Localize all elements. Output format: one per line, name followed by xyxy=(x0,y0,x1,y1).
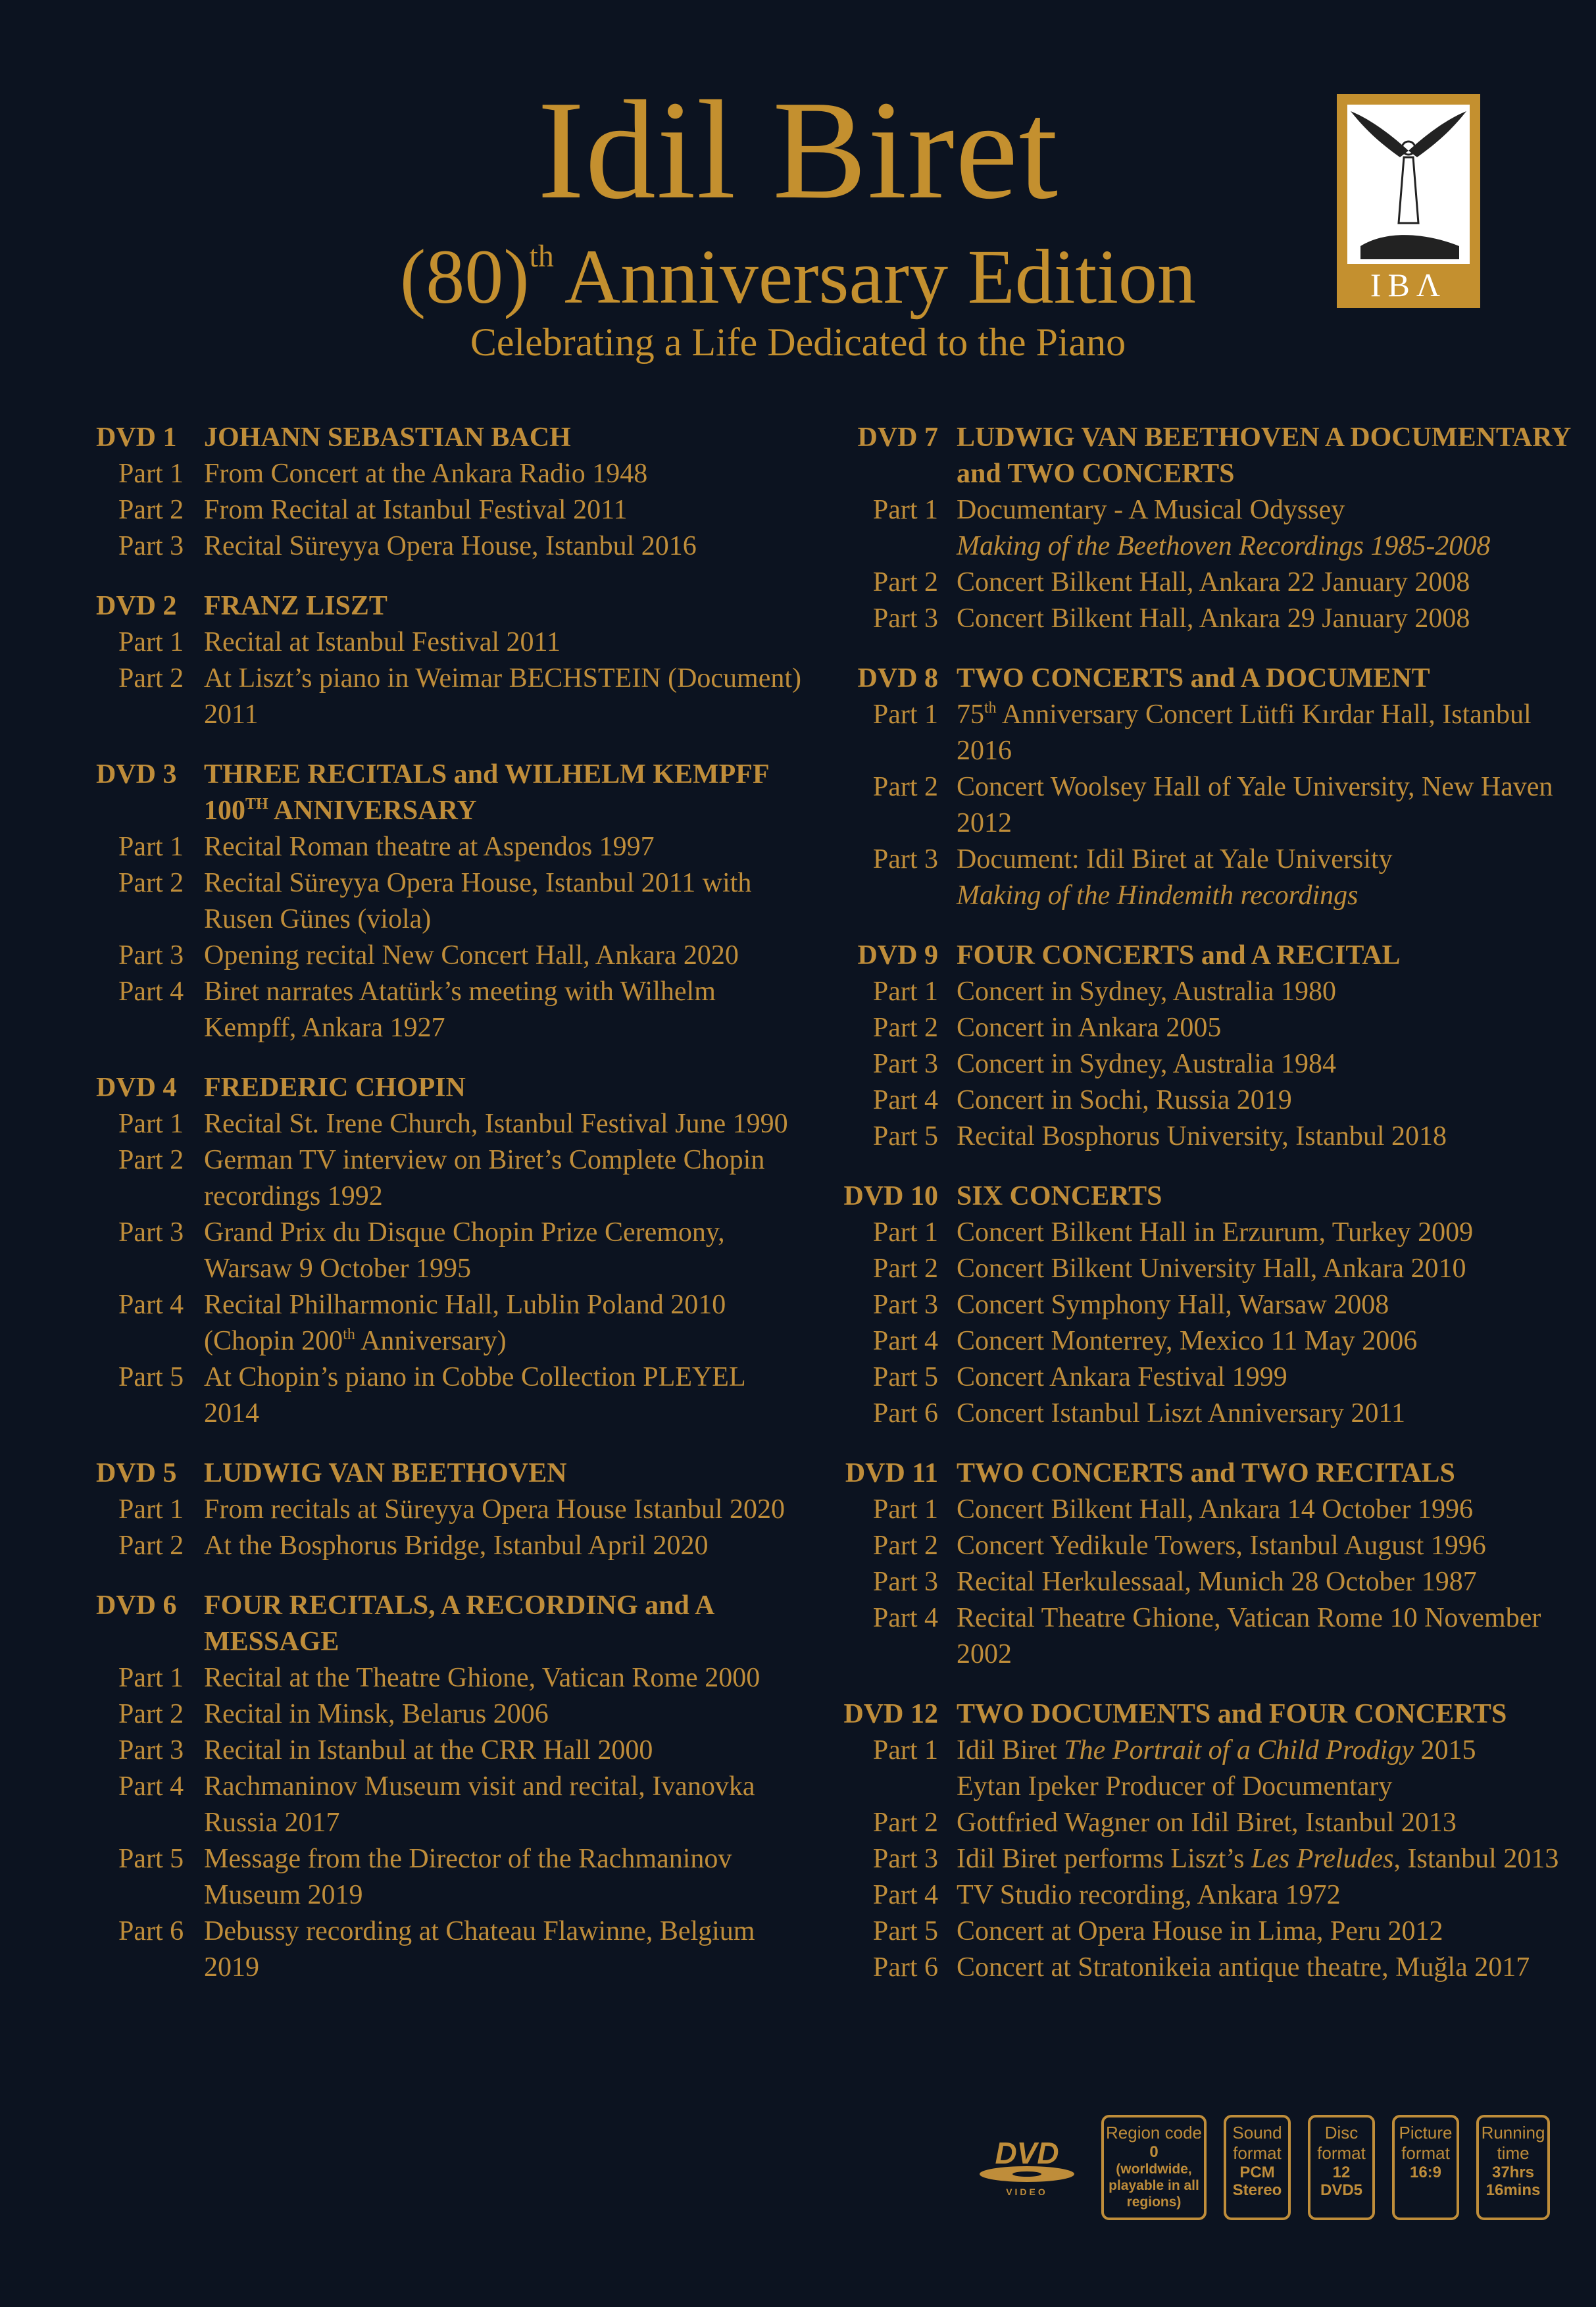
part-row xyxy=(96,1696,807,1733)
part-label: Part 1 xyxy=(118,1494,184,1525)
part-label: Part 6 xyxy=(872,1398,938,1429)
part-label: Part 1 xyxy=(872,1735,938,1765)
part-label: Part 2 xyxy=(118,1145,184,1175)
part-label: Part 4 xyxy=(118,976,184,1007)
part-text: Message from the Director of the Rachmaninov Museum 2019 xyxy=(204,1844,732,1910)
part-text: Recital at Istanbul Festival 2011 xyxy=(204,627,561,657)
part-row xyxy=(833,1600,1576,1673)
part-text: Concert Bilkent Hall, Ankara 29 January 2008 xyxy=(957,603,1470,634)
part-text: Recital Roman theatre at Aspendos 1997 xyxy=(204,832,655,862)
part-row xyxy=(833,565,1576,601)
part-label: Part 2 xyxy=(118,495,184,525)
part-text: Concert Woolsey Hall of Yale University, New Haven 2012 xyxy=(957,772,1553,838)
dvd-entry xyxy=(96,588,807,733)
part-row xyxy=(833,1119,1576,1155)
part-text: Concert Yedikule Towers, Istanbul August 1996 xyxy=(957,1531,1486,1561)
part-label: Part 4 xyxy=(872,1603,938,1633)
part-text: Recital Herkulessaal, Munich 28 October 1987 xyxy=(957,1567,1477,1597)
part-label: Part 3 xyxy=(872,1844,938,1874)
part-text: Recital Süreyya Opera House, Istanbul 2016 xyxy=(204,531,697,561)
part-row xyxy=(96,1914,807,1986)
part-row xyxy=(96,1142,807,1215)
part-text: Debussy recording at Chateau Flawinne, Belgium 2019 xyxy=(204,1916,755,1983)
svg-text:DVD: DVD xyxy=(995,2136,1059,2170)
part-label: Part 1 xyxy=(872,699,938,730)
part-text: Concert Symphony Hall, Warsaw 2008 xyxy=(957,1290,1389,1320)
dvd-number: DVD 4 xyxy=(96,1073,177,1103)
part-label: Part 3 xyxy=(118,531,184,561)
part-label: Part 2 xyxy=(872,1254,938,1284)
dvd-entry xyxy=(833,1179,1576,1432)
part-text: Recital in Minsk, Belarus 2006 xyxy=(204,1699,549,1729)
dvd-title: TWO DOCUMENTS and FOUR CONCERTS xyxy=(957,1699,1507,1729)
part-label: Part 2 xyxy=(872,1808,938,1838)
part-text: Grand Prix du Disque Chopin Prize Ceremony, Warsaw 9 October 1995 xyxy=(204,1217,725,1284)
part-text: Recital Bosphorus University, Istanbul 2018 xyxy=(957,1121,1447,1152)
part-label: Part 6 xyxy=(118,1916,184,1946)
part-label: Part 2 xyxy=(872,772,938,802)
dvd-title: TWO CONCERTS and TWO RECITALS xyxy=(957,1458,1455,1488)
part-row xyxy=(833,1010,1576,1046)
part-row xyxy=(833,1528,1576,1564)
part-text: Concert Bilkent Hall in Erzurum, Turkey 2009 xyxy=(957,1217,1474,1248)
part-label: Part 4 xyxy=(118,1290,184,1320)
region-code-badge: Region code 0 (worldwide, playable in all regions) xyxy=(1101,2115,1207,2220)
part-row xyxy=(96,1528,807,1564)
part-row xyxy=(833,1950,1576,1986)
part-row xyxy=(833,697,1576,769)
part-row xyxy=(96,829,807,865)
dvd-entry xyxy=(833,661,1576,914)
part-text: Documentary - A Musical Odyssey Making of the Beethoven Recordings 1985-2008 xyxy=(957,492,1576,565)
part-text: Rachmaninov Museum visit and recital, Ivanovka Russia 2017 xyxy=(204,1771,755,1838)
part-label: Part 5 xyxy=(872,1916,938,1946)
part-label: Part 1 xyxy=(118,1663,184,1693)
part-row xyxy=(96,492,807,528)
part-row xyxy=(96,1106,807,1142)
part-text: Recital in Istanbul at the CRR Hall 2000 xyxy=(204,1735,653,1765)
part-label: Part 5 xyxy=(872,1362,938,1392)
logo-text: IBΛ xyxy=(1370,266,1447,303)
part-label: Part 5 xyxy=(118,1362,184,1392)
part-label: Part 4 xyxy=(872,1880,938,1910)
iba-logo xyxy=(1337,94,1480,308)
part-text: Idil Biret The Portrait of a Child Prodigy 2015 Eytan Ipeker Producer of Documentary xyxy=(957,1735,1476,1802)
sound-format-badge: Sound format PCM Stereo xyxy=(1224,2115,1291,2220)
part-row xyxy=(96,1492,807,1528)
part-row xyxy=(96,528,807,565)
dvd-entry xyxy=(96,1588,807,1986)
dvd-number: DVD 7 xyxy=(857,422,938,453)
dvd-title: FRANZ LISZT xyxy=(204,591,387,621)
part-text: 75th Anniversary Concert Lütfi Kırdar Hall, Istanbul 2016 xyxy=(957,699,1532,766)
part-label: Part 2 xyxy=(872,567,938,597)
part-text: Concert in Ankara 2005 xyxy=(957,1013,1222,1043)
edition-number: (80) xyxy=(399,234,530,320)
part-row xyxy=(96,1841,807,1914)
part-label: Part 4 xyxy=(872,1085,938,1115)
part-text: At Chopin’s piano in Cobbe Collection PLEYEL 2014 xyxy=(204,1362,745,1429)
part-row xyxy=(833,1733,1576,1805)
picture-format-badge: Picture format 16:9 xyxy=(1392,2115,1459,2220)
part-text: Recital at the Theatre Ghione, Vatican Rome 2000 xyxy=(204,1663,761,1693)
dvd-title: SIX CONCERTS xyxy=(957,1181,1162,1211)
part-label: Part 1 xyxy=(118,459,184,489)
part-text: Concert Ankara Festival 1999 xyxy=(957,1362,1287,1392)
part-label: Part 4 xyxy=(872,1326,938,1356)
part-label: Part 2 xyxy=(118,1531,184,1561)
part-row xyxy=(833,1564,1576,1600)
dvd-title: FREDERIC CHOPIN xyxy=(204,1073,466,1103)
part-label: Part 4 xyxy=(118,1771,184,1802)
part-row xyxy=(96,1660,807,1696)
part-row xyxy=(96,1733,807,1769)
part-row xyxy=(96,1769,807,1841)
part-row xyxy=(833,1287,1576,1323)
part-text: Opening recital New Concert Hall, Ankara 2020 xyxy=(204,940,739,971)
part-text: Concert Monterrey, Mexico 11 May 2006 xyxy=(957,1326,1418,1356)
part-subtitle: Making of the Beethoven Recordings 1985-2008 xyxy=(957,531,1491,561)
part-row xyxy=(96,624,807,661)
part-label: Part 6 xyxy=(872,1952,938,1983)
part-text: From Concert at the Ankara Radio 1948 xyxy=(204,459,648,489)
part-text: Concert in Sydney, Australia 1980 xyxy=(957,976,1337,1007)
part-row xyxy=(833,1215,1576,1251)
dvd-number: DVD 3 xyxy=(96,759,177,790)
part-row xyxy=(96,1215,807,1287)
part-label: Part 3 xyxy=(872,844,938,875)
part-row xyxy=(833,974,1576,1010)
page-title: Idil Biret xyxy=(537,71,1059,228)
part-row xyxy=(833,1492,1576,1528)
part-text: Concert Bilkent University Hall, Ankara 2010 xyxy=(957,1254,1466,1284)
part-label: Part 1 xyxy=(118,1109,184,1139)
part-label: Part 3 xyxy=(872,1290,938,1320)
part-text: Concert in Sydney, Australia 1984 xyxy=(957,1049,1337,1079)
part-text: Concert at Stratonikeia antique theatre, Muğla 2017 xyxy=(957,1952,1530,1983)
part-row xyxy=(96,974,807,1046)
part-row xyxy=(833,1396,1576,1432)
part-label: Part 3 xyxy=(872,603,938,634)
edition-suffix: th xyxy=(529,239,554,274)
part-label: Part 3 xyxy=(872,1567,938,1597)
dvd-entry xyxy=(96,1070,807,1432)
part-label: Part 1 xyxy=(872,495,938,525)
part-text: Recital Süreyya Opera House, Istanbul 2011 with Rusen Günes (viola) xyxy=(204,868,752,934)
part-label: Part 2 xyxy=(872,1531,938,1561)
dvd-number: DVD 2 xyxy=(96,591,177,621)
dvd-number: DVD 9 xyxy=(857,940,938,971)
dvd-title: TWO CONCERTS and A DOCUMENT xyxy=(957,663,1430,694)
dvd-title: JOHANN SEBASTIAN BACH xyxy=(204,422,571,453)
part-label: Part 2 xyxy=(118,663,184,694)
part-label: Part 1 xyxy=(872,1217,938,1248)
right-column xyxy=(833,420,1576,2010)
part-label: Part 3 xyxy=(872,1049,938,1079)
dvd-number: DVD 6 xyxy=(96,1590,177,1621)
running-time-badge: Running time 37hrs 16mins xyxy=(1476,2115,1550,2220)
dvd-entry xyxy=(833,420,1576,637)
part-text: TV Studio recording, Ankara 1972 xyxy=(957,1880,1341,1910)
part-label: Part 1 xyxy=(118,832,184,862)
part-text: Recital Philharmonic Hall, Lublin Poland 2010 (Chopin 200th Anniversary) xyxy=(204,1290,726,1356)
format-badges xyxy=(978,2115,1550,2220)
part-label: Part 2 xyxy=(872,1013,938,1043)
part-row xyxy=(96,938,807,974)
part-text: Gottfried Wagner on Idil Biret, Istanbul 2013 xyxy=(957,1808,1457,1838)
svg-text:VIDEO: VIDEO xyxy=(1006,2187,1048,2197)
part-subtitle: Making of the Hindemith recordings xyxy=(957,880,1359,911)
part-label: Part 2 xyxy=(118,868,184,898)
header xyxy=(0,0,1596,382)
part-text: Concert at Opera House in Lima, Peru 2012 xyxy=(957,1916,1443,1946)
part-text: German TV interview on Biret’s Complete Chopin recordings 1992 xyxy=(204,1145,765,1211)
dvd-entry xyxy=(96,757,807,1046)
dvd-number: DVD 8 xyxy=(857,663,938,694)
left-column xyxy=(96,420,807,2010)
part-label: Part 3 xyxy=(118,940,184,971)
dvd-number: DVD 12 xyxy=(843,1699,938,1729)
part-text: Recital St. Irene Church, Istanbul Festival June 1990 xyxy=(204,1109,788,1139)
part-row xyxy=(833,1877,1576,1914)
disc-format-badge: Disc format 12 DVD5 xyxy=(1308,2115,1375,2220)
part-text: At the Bosphorus Bridge, Istanbul April 2020 xyxy=(204,1531,709,1561)
part-text: Concert Bilkent Hall, Ankara 22 January 2008 xyxy=(957,567,1470,597)
part-label: Part 3 xyxy=(118,1735,184,1765)
part-label: Part 2 xyxy=(118,1699,184,1729)
part-label: Part 5 xyxy=(872,1121,938,1152)
part-row xyxy=(833,1046,1576,1082)
part-text: Idil Biret performs Liszt’s Les Preludes, Istanbul 2013 xyxy=(957,1844,1559,1874)
part-text: At Liszt’s piano in Weimar BECHSTEIN (Document) 2011 xyxy=(204,663,802,730)
part-label: Part 1 xyxy=(872,976,938,1007)
part-label: Part 1 xyxy=(118,627,184,657)
dvd-entry xyxy=(833,1456,1576,1673)
part-row xyxy=(833,842,1576,914)
part-row xyxy=(833,1841,1576,1877)
part-label: Part 5 xyxy=(118,1844,184,1874)
part-text: Concert Istanbul Liszt Anniversary 2011 xyxy=(957,1398,1405,1429)
part-row xyxy=(833,1359,1576,1396)
dvd-entry xyxy=(96,1456,807,1564)
dvd-title: LUDWIG VAN BEETHOVEN A DOCUMENTARY and TWO CONCERTS xyxy=(957,422,1570,489)
dvd-number: DVD 10 xyxy=(843,1181,938,1211)
dvd-entry xyxy=(96,420,807,565)
part-row xyxy=(833,1323,1576,1359)
part-row xyxy=(833,1914,1576,1950)
part-text: Recital Theatre Ghione, Vatican Rome 10 November 2002 xyxy=(957,1603,1541,1669)
part-row xyxy=(833,601,1576,637)
part-row xyxy=(96,456,807,492)
part-text: From recitals at Süreyya Opera House Istanbul 2020 xyxy=(204,1494,785,1525)
part-text: From Recital at Istanbul Festival 2011 xyxy=(204,495,628,525)
part-text: Concert in Sochi, Russia 2019 xyxy=(957,1085,1292,1115)
part-row xyxy=(833,1251,1576,1287)
part-text: Biret narrates Atatürk’s meeting with Wilhelm Kempff, Ankara 1927 xyxy=(204,976,716,1043)
dvd-number: DVD 1 xyxy=(96,422,177,453)
dvd-title: FOUR RECITALS, A RECORDING and A MESSAGE xyxy=(204,1590,714,1657)
part-row xyxy=(96,865,807,938)
part-row xyxy=(96,1287,807,1359)
angel-icon xyxy=(1347,105,1470,264)
dvd-number: DVD 11 xyxy=(845,1458,938,1488)
dvd-title: FOUR CONCERTS and A RECITAL xyxy=(957,940,1401,971)
part-row xyxy=(833,1082,1576,1119)
dvd-title: LUDWIG VAN BEETHOVEN xyxy=(204,1458,567,1488)
tagline: Celebrating a Life Dedicated to the Piano xyxy=(470,320,1126,364)
dvd-entry xyxy=(833,1696,1576,1986)
part-label: Part 3 xyxy=(118,1217,184,1248)
part-row xyxy=(96,661,807,733)
dvd-video-logo xyxy=(978,2135,1076,2200)
part-text: Concert Bilkent Hall, Ankara 14 October 1996 xyxy=(957,1494,1473,1525)
part-row xyxy=(833,492,1576,565)
dvd-number: DVD 5 xyxy=(96,1458,177,1488)
dvd-title: THREE RECITALS and WILHELM KEMPFF 100TH ANNIVERSARY xyxy=(204,759,770,826)
part-label: Part 1 xyxy=(872,1494,938,1525)
part-row xyxy=(833,769,1576,842)
part-text: Document: Idil Biret at Yale University Making of the Hindemith recordings xyxy=(957,842,1576,914)
part-row xyxy=(833,1805,1576,1841)
part-row xyxy=(96,1359,807,1432)
dvd-entry xyxy=(833,938,1576,1155)
edition-text: Anniversary Edition xyxy=(564,234,1197,320)
